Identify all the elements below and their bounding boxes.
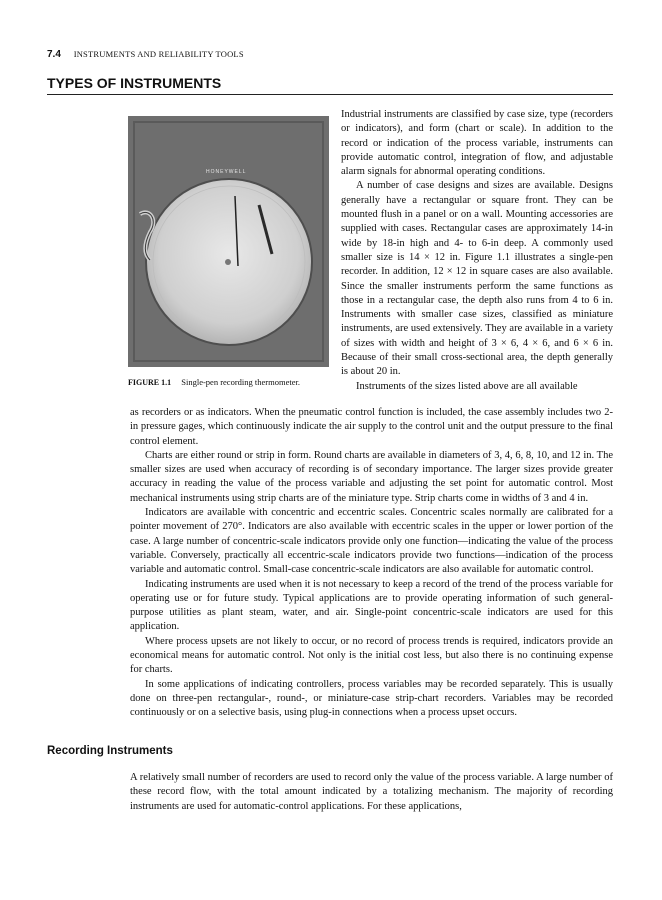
figure-label: FIGURE 1.1 <box>128 378 172 387</box>
recorder-illustration <box>128 116 329 367</box>
paragraph: Charts are either round or strip in form. Round charts are available in diameters of 3, 4, 6, 8, 10, and 12 in. The smaller sizes are used when accuracy of recording is of secondary importance. The larger sizes provide greater accuracy in reading the value of the process variable and adjusting the set point for automatic control. Most mechanical instruments using strip charts are of the miniature type. Strip charts come in widths of 3 and 4 in. <box>130 449 613 504</box>
paragraph: as recorders or as indicators. When the pneumatic control function is included, the case assembly includes two 2-in pressure gages, which continuously indicate the air supply to the control unit and the output pressure to the final control element. <box>130 407 613 447</box>
subsection-text <box>130 771 613 814</box>
paragraph: A number of case designs and sizes are available. Designs generally have a rectangular or square front. They can be mounted flush in a panel or on a wall. Mounting accessories are supplied with cases. Rectangular cases are approximately 14-in wide by 18-in high and 4- to 6-in deep. A commonly used smaller size is 14 × 12 in. Figure 1.1 illustrates a single-pen recorder. In addition, 12 × 12 in square cases are also available. Since the smaller instruments perform the same functions as those in a rectangular case, the depth also runs from 4 to 6 in. Instruments with smaller case sizes, classified as miniature instruments, are used extensively. They are available in a variety of sizes with width and height of 3 × 6, 4 × 6, and 6 × 6 in. Because of their small cross-sectional area, the depth generally is about 20 in. <box>341 180 613 378</box>
recorder-photo <box>128 116 329 367</box>
page-number: 7.4 <box>47 49 61 60</box>
paragraph: Instruments of the sizes listed above are all available <box>356 380 578 392</box>
brand-label: HONEYWELL <box>206 169 247 175</box>
figure-caption-text: Single-pen recording thermometer. <box>181 377 300 387</box>
right-column-text <box>341 108 613 394</box>
running-title: INSTRUMENTS AND RELIABILITY TOOLS <box>73 49 244 59</box>
paragraph: In some applications of indicating controllers, process variables may be recorded separately. This is usually done on three-pen rectangular-, round-, or miniature-case strip-chart recorders. Variables may be recorded continuously or on a selective basis, using plug-in connections when a process upset occurs. <box>130 678 613 719</box>
paragraph: Industrial instruments are classified by case size, type (recorders or indicators), and form (chart or scale). In addition to the record or indication of the process variable, instruments can provide automatic control, integration of flow, and adjustable alarm signals for abnormal operating conditions. <box>341 109 613 178</box>
subsection-title: Recording Instruments <box>47 745 173 757</box>
paragraph: Indicators are available with concentric and eccentric scales. Concentric scales normally are calibrated for a pointer movement of 270°. Indicators are also available with eccentric scales in the upper or lower portion of the case. A large number of concentric-scale indicators provide only one function—indicating the value of the process variable. Conversely, practically all eccentric-scale indicators provide two functions—indication of the process variable and automatic control. Small-case concentric-scale indicators are also available for automatic control. <box>130 507 613 576</box>
section-title: TYPES OF INSTRUMENTS <box>47 75 613 95</box>
paragraph: Where process upsets are not likely to occur, or no record of process trends is required, indicators provide an economical means for automatic control. Not only is the initial cost less, but also there is no continuing expense for charts. <box>130 635 613 676</box>
full-width-text <box>130 406 613 721</box>
paragraph: A relatively small number of recorders are used to record only the value of the process variable. A large number of these record flow, with the total amount indicated by a totalizing mechanism. The majority of recording instruments are used for automatic-control applications. For these applications, <box>130 772 613 812</box>
figure-caption <box>128 377 333 387</box>
running-head <box>47 49 244 60</box>
paragraph: Indicating instruments are used when it is not necessary to keep a record of the trend of the process variable for operating use or for future study. Typical applications are to provide operating information of such general-purpose utilities as plant steam, water, and air. Single-point concentric-scale indicators are used for this application. <box>130 578 613 633</box>
